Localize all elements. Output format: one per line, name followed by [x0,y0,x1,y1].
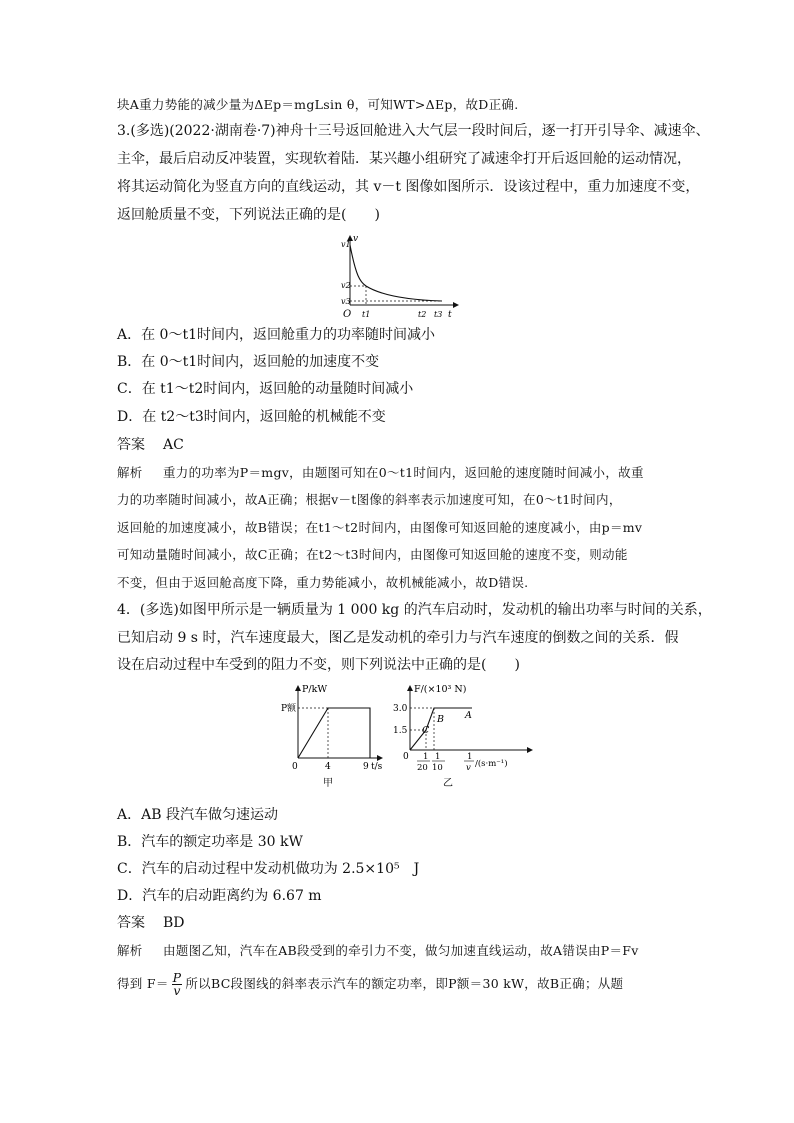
q3-option-b: B．在 0～t1时间内，返回舱的加速度不变 [117,354,380,370]
q3-analysis-line-4: 可知动量随时间减小，故C正确；在t2～t3时间内，由图像可知返回舱的速度不变，则动能 [117,547,628,562]
q4-option-b: B．汽车的额定功率是 30 kW [117,834,303,850]
point-b-label: B [437,714,444,725]
vt-origin-label: O [343,309,352,320]
formula-prefix: 得到 F＝ [117,976,169,991]
vt-v2-label: v2 [341,281,351,290]
jia-t4-label: 4 [325,762,331,772]
q4-analysis-line-2 [117,972,623,997]
q4-option-d: D．汽车的启动距离约为 6.67 m [117,888,322,904]
q4-answer-row [117,914,185,932]
point-a-label: A [465,710,472,721]
p-axis-label: P/kW [302,684,328,695]
q3-option-d: D．在 t2～t3时间内，返回舱的机械能不变 [117,409,386,425]
power-line [298,708,370,758]
power-time-graph [278,680,388,792]
q3-stem-line-2: 主伞，最后启动反冲装置，实现软着陆．某兴趣小组研究了减速伞打开后返回舱的运动情况， [117,151,691,167]
q3-option-c: C．在 t1～t2时间内，返回舱的动量随时间减小 [117,381,414,397]
q4-analysis-line-1 [117,942,639,960]
jia-t9-label: 9 [363,762,369,772]
x-tick-2-num: 1 [435,752,441,762]
f-tick-15: 1.5 [393,726,408,736]
q4-option-c: C．汽车的启动过程中发动机做功为 2.5×10⁵ J [117,861,420,877]
x-tick-2-den: 10 [432,763,443,773]
vt-t1-label: t1 [362,310,371,319]
q4-answer-value: BD [163,915,185,931]
vt-t2-label: t2 [418,310,427,319]
force-inverse-speed-graph [390,680,540,792]
q3-stem-line-4: 返回舱质量不变，下列说法正确的是( ) [117,207,380,223]
jia-caption: 甲 [323,778,333,789]
q3-analysis-line-3: 返回舱的加速度减小，故B错误；在t1～t2时间内，由图像可知返回舱的速度减小，由p＝mv [117,520,643,535]
velocity-curve [350,245,442,301]
q4-stem-line-3: 设在启动过程中车受到的阻力不变，则下列说法中正确的是( ) [117,657,520,673]
x-axis-unit: /(s·m⁻¹) [475,759,508,769]
q3-analysis-label: 解析 [117,465,143,480]
x-axis-num: 1 [467,752,473,762]
q4-stem-line-2: 已知启动 9 s 时，汽车速度最大，图乙是发动机的牵引力与汽车速度的倒数之间的关系．假 [117,630,679,646]
q3-answer-label: 答案 [117,437,145,453]
yi-caption: 乙 [443,778,453,789]
vt-graph [330,230,470,320]
p-rated-label: P额 [281,704,297,714]
q3-stem-line-3: 将其运动简化为竖直方向的直线运动，其 v－t 图像如图所示．设该过程中，重力加速度不变， [117,179,700,195]
jia-t-axis-label: t/s [371,762,383,772]
q4-analysis-label: 解析 [117,943,143,958]
q3-answer-row [117,436,184,454]
q4-answer-label: 答案 [117,915,145,931]
q3-analysis-line-5: 不变，但由于返回舱高度下降，重力势能减小，故机械能减小，故D错误. [117,575,529,590]
formula-numerator: P [172,970,182,985]
yi-origin-label: 0 [403,752,409,762]
x-tick-1-den: 20 [417,763,428,773]
jia-origin-label: 0 [292,762,298,772]
q3-analysis-line-2: 力的功率随时间减小，故A正确；根据v－t图像的斜率表示加速度可知，在0～t1时间内， [117,492,622,507]
x-tick-1-num: 1 [423,752,429,762]
point-c-label: C [422,725,430,736]
vt-v1-label: v1 [341,240,351,249]
q3-answer-value: AC [163,437,184,453]
q4-stem-line-1: 4．(多选)如图甲所示是一辆质量为 1 000 kg 的汽车启动时，发动机的输出功率与时间的关系， [117,602,712,618]
vt-v3-label: v3 [341,297,351,306]
vt-t3-label: t3 [434,310,443,319]
q4-analysis-text-1: 由题图乙知，汽车在AB段受到的牵引力不变，做匀加速直线运动，故A错误由P＝Fv [163,943,639,958]
q3-analysis-line-1 [117,464,644,482]
q3-analysis-text-1: 重力的功率为P＝mgv，由题图可知在0～t1时间内，返回舱的速度随时间减小，故重 [163,465,644,480]
formula-fraction [172,972,183,997]
formula-denominator: v [173,983,181,998]
vt-axis-x-label: t [448,310,452,320]
q3-option-a: A．在 0～t1时间内，返回舱重力的功率随时间减小 [117,327,435,343]
q4-option-a: A．AB 段汽车做匀速运动 [117,807,278,823]
q3-stem-line-1: 3.(多选)(2022·湖南卷·7)神舟十三号返回舱进入大气层一段时间后，逐一打开引导伞、减速伞、 [117,123,710,139]
q4-analysis-text-2: 所以BC段图线的斜率表示汽车的额定功率，即P额＝30 kW，故B正确；从题 [185,976,624,991]
vt-axis-y-label: v [353,234,359,244]
x-axis-den: v [466,763,471,773]
f-tick-3: 3.0 [393,704,408,714]
continuation-line: 块A重力势能的减少量为ΔEp＝mgLsin θ，可知WT>ΔEp，故D正确. [117,97,519,112]
f-axis-label: F/(×10³ N) [414,684,467,695]
